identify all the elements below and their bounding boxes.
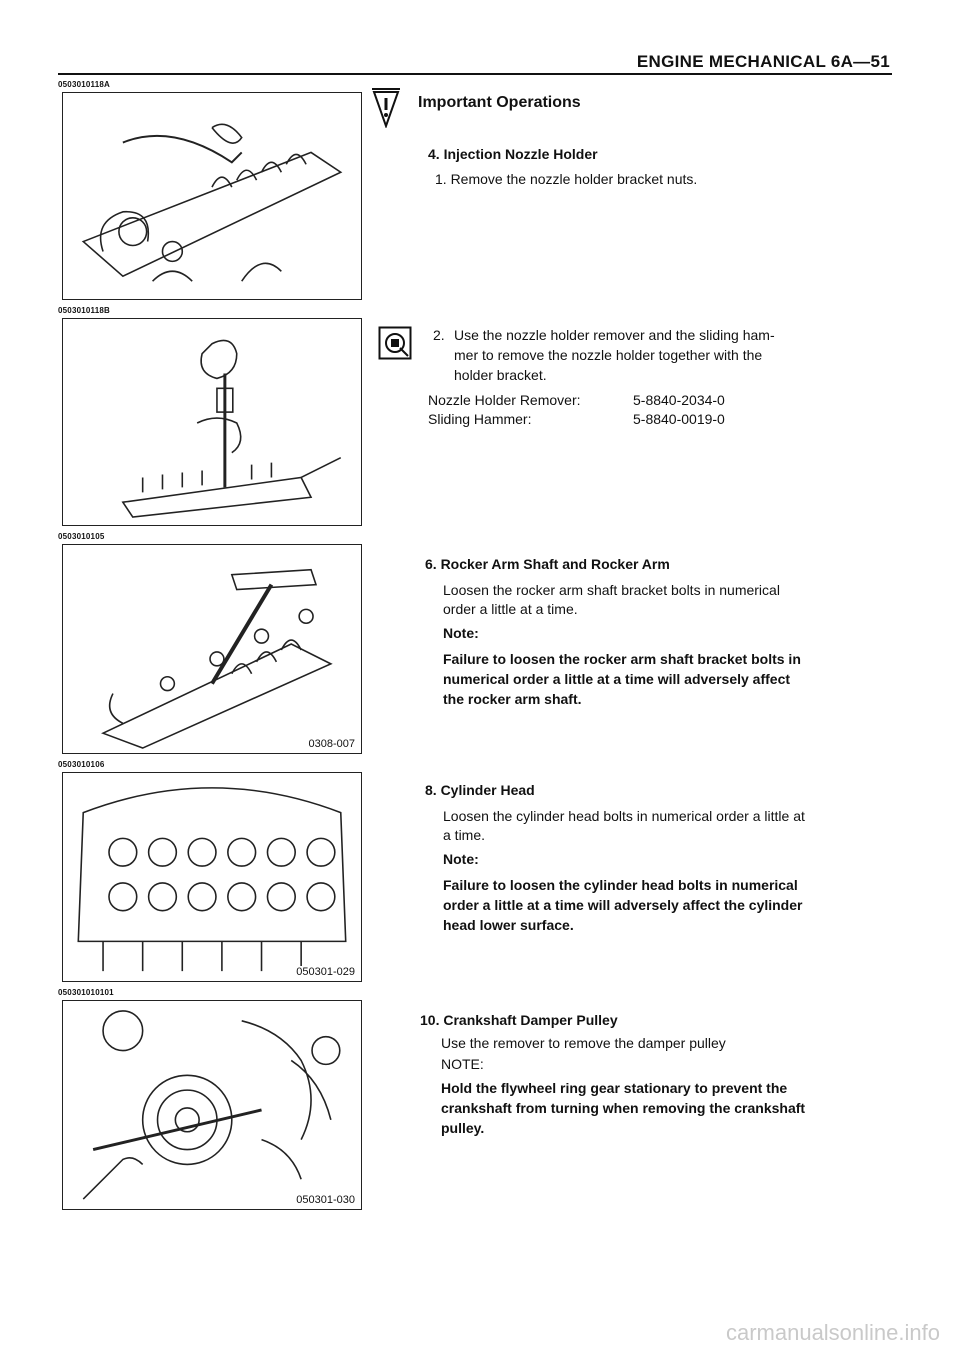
section-8-note-line-2: order a little at a time will adversely affect the cylinder	[443, 897, 803, 913]
footer-watermark: carmanualsonline.info	[725, 1320, 940, 1345]
tool-row-1	[428, 392, 848, 412]
figure-rocker-arms	[62, 92, 362, 300]
section-8-note-line-1: Failure to loosen the cylinder head bolts in numerical	[443, 877, 798, 893]
section-6-note-line-1: Failure to loosen the rocker arm shaft bracket bolts in	[443, 651, 801, 667]
section-6-body-line-1: Loosen the rocker arm shaft bracket bolts in numerical	[443, 582, 780, 598]
tool-part-1: 5-8840-2034-0	[633, 392, 725, 408]
figure-code-1: 0503010118A	[58, 80, 111, 89]
section-10-note-label: NOTE:	[441, 1056, 484, 1072]
section-6-title: 6. Rocker Arm Shaft and Rocker Arm	[425, 556, 670, 572]
figure-code-3: 0503010105	[58, 532, 105, 541]
section-8-note-line-3: head lower surface.	[443, 917, 574, 933]
figure-code-4: 0503010106	[58, 760, 105, 769]
page-header-title: ENGINE MECHANICAL 6A—51	[636, 52, 890, 71]
section-6-note-line-3: the rocker arm shaft.	[443, 691, 582, 707]
figure-ref-3: 0308-007	[308, 738, 355, 750]
section-4-step-2-number: 2.	[433, 327, 445, 343]
rocker-shaft-illustration	[63, 545, 361, 753]
section-10-body-line-1: Use the remover to remove the damper pulley	[441, 1035, 726, 1051]
figure-ref-5: 050301-030	[296, 1194, 355, 1206]
tool-row-2	[428, 411, 848, 431]
special-tool-icon	[378, 326, 412, 360]
section-4-step-2-line-3: holder bracket.	[454, 367, 547, 383]
cylinder-head-illustration	[63, 773, 361, 981]
section-10-note-line-1: Hold the flywheel ring gear stationary to prevent the	[441, 1080, 788, 1096]
section-10-note-line-3: pulley.	[441, 1120, 485, 1136]
section-8-note-label: Note:	[443, 851, 479, 867]
tool-name-1: Nozzle Holder Remover:	[428, 392, 581, 408]
section-4-step-2-line-1: Use the nozzle holder remover and the sliding ham-	[454, 327, 775, 343]
tool-part-2: 5-8840-0019-0	[633, 411, 725, 427]
section-6-note-label: Note:	[443, 625, 479, 641]
damper-pulley-illustration	[63, 1001, 361, 1209]
tool-name-2: Sliding Hammer:	[428, 411, 532, 427]
rocker-arm-illustration	[63, 93, 361, 299]
section-8-body-line-2: a time.	[443, 827, 486, 843]
section-6-note-line-2: numerical order a little at a time will adversely affect	[443, 671, 791, 687]
figure-code-2: 0503010118B	[58, 306, 111, 315]
section-10-title: 10. Crankshaft Damper Pulley	[420, 1012, 618, 1028]
figure-cylinder-head-bolts	[62, 772, 362, 982]
section-4-step-2-line-2: mer to remove the nozzle holder together with the	[454, 347, 763, 363]
important-operations-title: Important Operations	[418, 94, 581, 111]
figure-rocker-shaft-bolts	[62, 544, 362, 754]
figure-ref-4: 050301-029	[296, 966, 355, 978]
important-operations-icon	[372, 86, 400, 128]
nozzle-remover-illustration	[63, 319, 361, 525]
figure-damper-pulley	[62, 1000, 362, 1210]
section-10-note-line-2: crankshaft from turning when removing the crankshaft	[441, 1100, 806, 1116]
section-8-title: 8. Cylinder Head	[425, 782, 535, 798]
section-4-title: 4. Injection Nozzle Holder	[428, 146, 598, 162]
section-8-body-line-1: Loosen the cylinder head bolts in numerical order a little at	[443, 808, 805, 824]
figure-nozzle-remover	[62, 318, 362, 526]
section-6-body-line-2: order a little at a time.	[443, 601, 578, 617]
figure-code-5: 050301010101	[58, 988, 114, 997]
header-rule	[58, 73, 892, 75]
section-4-step-1: 1. Remove the nozzle holder bracket nuts.	[435, 171, 698, 187]
